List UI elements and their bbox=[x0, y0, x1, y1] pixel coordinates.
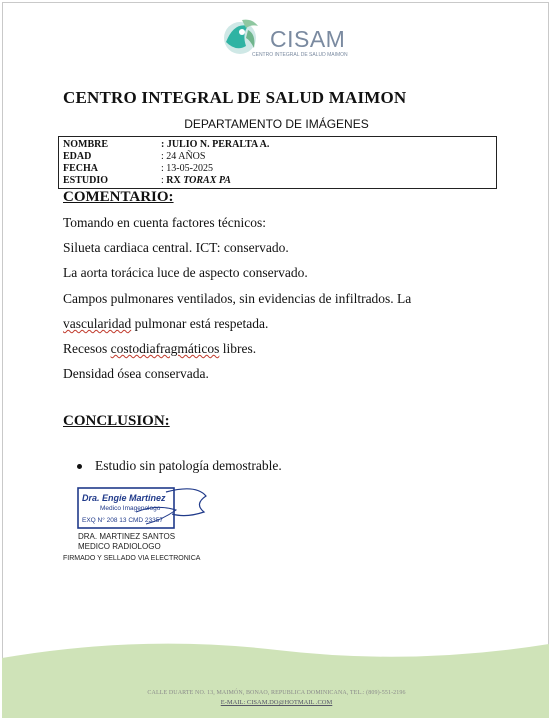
department-title: DEPARTAMENTO DE IMÁGENES bbox=[184, 117, 369, 131]
signature-title: MEDICO RADIOLOGO bbox=[78, 542, 161, 551]
comentario-line: La aorta torácica luce de aspecto conservado. bbox=[63, 265, 308, 280]
edad-value: : 24 AÑOS bbox=[161, 151, 206, 162]
nombre-value: : JULIO N. PERALTA A. bbox=[161, 139, 270, 150]
comentario-line: Silueta cardiaca central. ICT: conservado. bbox=[63, 240, 289, 255]
footer-email[interactable]: E-MAIL: CISAM.DO@HOTMAIL .COM bbox=[220, 699, 333, 706]
stamp-doctor-name: Dra. Engie Martinez bbox=[82, 493, 166, 503]
doctor-stamp bbox=[76, 484, 216, 532]
estudio-label: ESTUDIO bbox=[63, 175, 109, 186]
spellcheck-word: vascularidad bbox=[63, 316, 132, 331]
logo-wordmark: CISAM bbox=[270, 26, 346, 52]
nombre-label: NOMBRE bbox=[63, 139, 108, 150]
info-row-fecha bbox=[63, 163, 213, 175]
comentario-line: Tomando en cuenta factores técnicos: bbox=[63, 215, 266, 230]
signature-name: DRA. MARTINEZ SANTOS bbox=[78, 532, 176, 541]
info-row-edad bbox=[63, 151, 205, 163]
bullet-icon bbox=[77, 464, 82, 469]
fecha-value: : 13-05-2025 bbox=[161, 163, 213, 174]
comentario-text: pulmonar está respetada. bbox=[131, 316, 269, 331]
estudio-sep: : bbox=[161, 175, 164, 186]
fecha-label: FECHA bbox=[63, 163, 98, 174]
comentario-heading: COMENTARIO: bbox=[63, 189, 174, 205]
stamp-exequatur: EXQ N° 208 13 CMD 23357 bbox=[82, 517, 164, 524]
page-border bbox=[2, 2, 549, 718]
estudio-value: TORAX PA bbox=[183, 175, 231, 186]
comentario-line: Densidad ósea conservada. bbox=[63, 366, 209, 381]
footer-wave-decoration bbox=[2, 640, 549, 718]
comentario-line bbox=[63, 341, 256, 357]
signature-note: FIRMADO Y SELLADO VIA ELECTRONICA bbox=[63, 555, 201, 562]
stamp-doctor-role: Medico Imagenologo bbox=[100, 505, 161, 512]
estudio-rx: RX bbox=[166, 175, 181, 186]
comentario-text: libres. bbox=[219, 341, 257, 356]
document-title: CENTRO INTEGRAL DE SALUD MAIMON bbox=[63, 88, 407, 107]
patient-info-box bbox=[58, 136, 497, 189]
spellcheck-word: costodiafragmáticos bbox=[110, 341, 220, 356]
edad-label: EDAD bbox=[63, 151, 92, 162]
cisam-logo bbox=[212, 12, 348, 62]
info-row-nombre bbox=[63, 139, 269, 151]
comentario-line bbox=[63, 316, 268, 332]
comentario-line: Campos pulmonares ventilados, sin evidencias de infiltrados. La bbox=[63, 291, 412, 306]
conclusion-item: Estudio sin patología demostrable. bbox=[95, 458, 282, 473]
info-row-estudio bbox=[63, 175, 231, 187]
logo-subtitle: CENTRO INTEGRAL DE SALUD MAIMON bbox=[252, 52, 348, 58]
conclusion-heading: CONCLUSION: bbox=[63, 413, 170, 429]
footer-address: CALLE DUARTE NO. 13, MAIMÓN, BONAO, REPUBLICA DOMINICANA, TEL.: (809)-551-2196 bbox=[147, 690, 406, 696]
comentario-text: Recesos bbox=[63, 341, 111, 356]
